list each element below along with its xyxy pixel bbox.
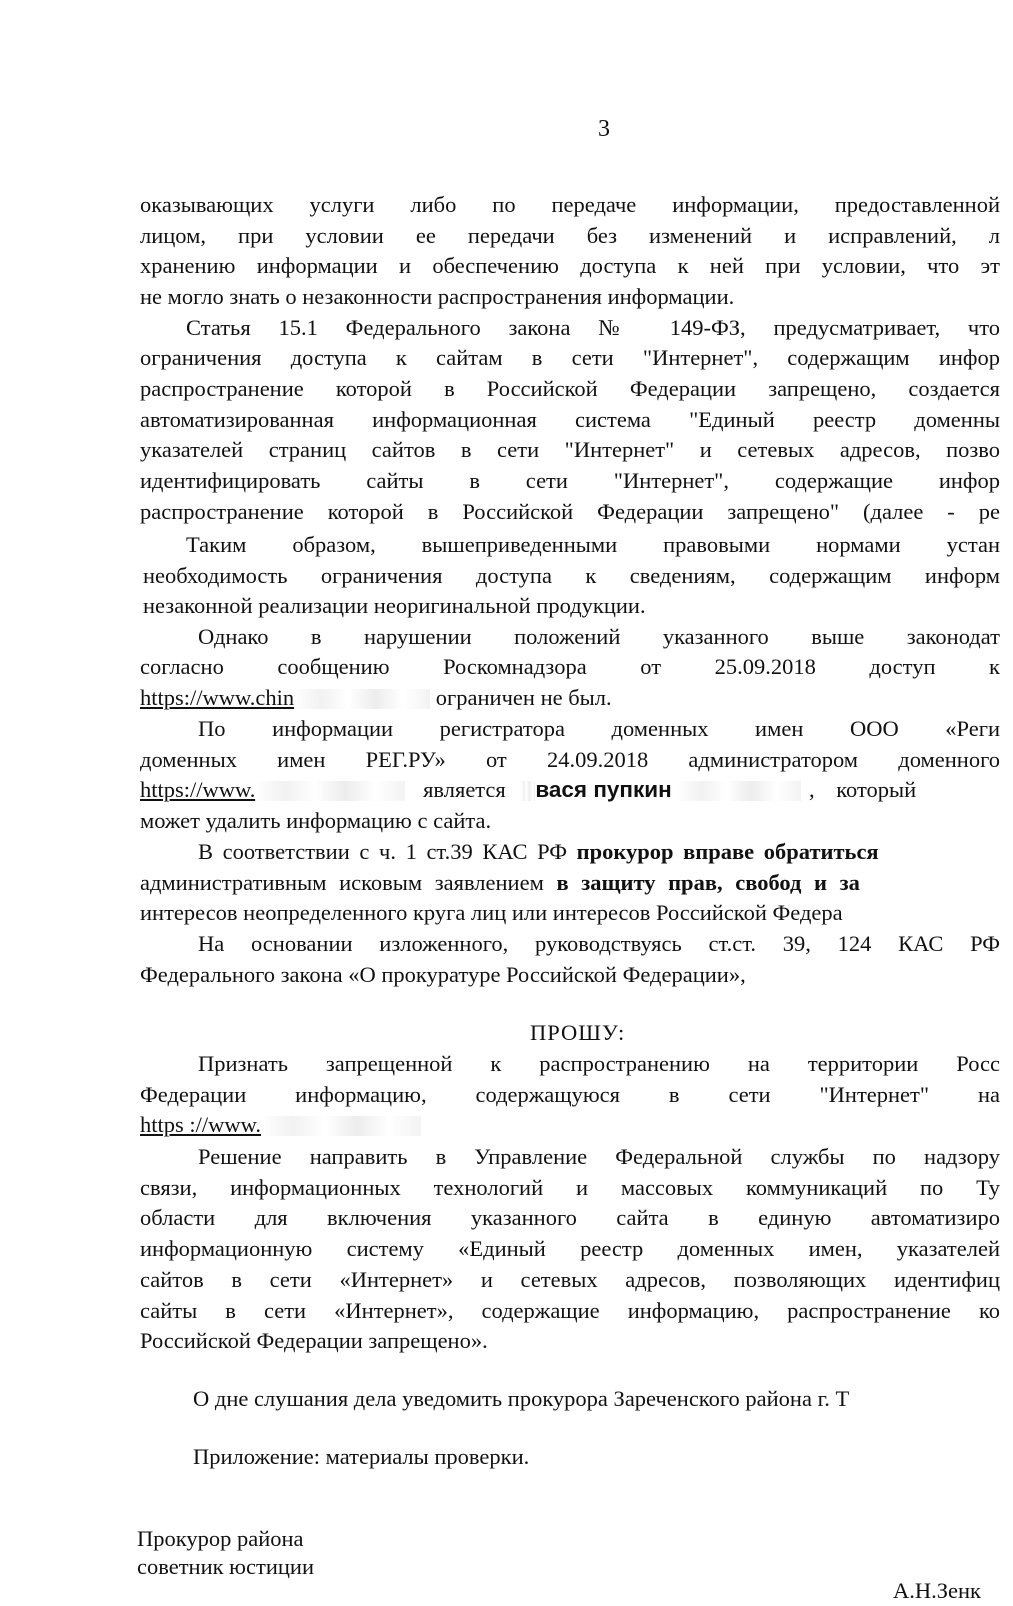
redacted-domain [294,689,430,709]
site-link[interactable]: https://www.chin [140,685,295,710]
text-line: Статья 15.1 Федерального закона № 149-ФЗ, предусматривает, что [186,315,1000,340]
text-line: Однако в нарушении положений указанного выше законодат [198,624,1000,649]
text-fragment: ограничен не был. [435,685,612,710]
text-line: распространение которой в Российской Федерации запрещено" (далее - ре [140,499,1000,524]
redacted-mark [521,781,535,801]
text-line: автоматизированная информационная система "Единый реестр доменны [140,407,1000,432]
text-line: Приложение: материалы проверки. [193,1444,530,1469]
text-line: Признать запрещенной к распространению на территории Росс [198,1051,1000,1076]
site-link[interactable]: https://www. [140,777,256,802]
text-line: ограничения доступа к сайтам в сети "Интернет", содержащим инфор [140,345,1000,370]
text-line: незаконной реализации неоригинальной продукции. [143,593,646,618]
text-line: интересов неопределенного круга лиц или интересов Российской Федера [140,900,843,925]
text-line: информационную систему «Единый реестр доменных имен, указателей [140,1236,1000,1261]
text-line: доменных имен РЕГ.РУ» от 24.09.2018 администратором доменного [140,747,1000,772]
text-line: Российской Федерации запрещено». [140,1328,488,1353]
text-line: может удалить информацию с сайта. [140,808,492,833]
text-line [140,775,1000,805]
text-line: связи, информационных технологий и массовых коммуникаций по Ту [140,1175,1000,1200]
text-line: На основании изложенного, руководствуясь ст.ст. 39, 124 КАС РФ [198,931,1000,956]
text-line: не могло знать о незаконности распространения информации. [140,284,735,309]
text-line: Таким образом, вышеприведенными правовыми нормами устан [186,532,1000,557]
redacted-name-rest [677,781,801,801]
text-line [140,1110,1000,1140]
text-line: хранению информации и обеспечению доступа к ней при условии, что эт [140,253,1000,278]
text-line: распространение которой в Российской Федерации запрещено, создается [140,376,1000,401]
text-line: Федерального закона «О прокуратуре Российской Федерации», [140,962,746,987]
text-line: Решение направить в Управление Федеральной службы по надзору [198,1144,1000,1169]
signer-rank: советник юстиции [137,1554,314,1579]
bold-fragment: в защиту прав, свобод и за [556,870,860,895]
section-heading: ПРОШУ: [530,1020,626,1045]
text-fragment: В соответствии с ч. 1 ст.39 КАС РФ [198,839,577,864]
text-line [140,868,1000,898]
text-line: необходимость ограничения доступа к сведениям, содержащим информ [143,563,1000,588]
text-line: сайты в сети «Интернет», содержащие информацию, распространение ко [140,1298,1000,1323]
text-line [198,837,1000,867]
text-line: области для включения указанного сайта в единую автоматизиро [140,1205,1000,1230]
redacted-domain [255,781,405,801]
text-line: лицом, при условии ее передачи без изменений и исправлений, л [140,223,1000,248]
signer-name: А.Н.Зенк [893,1578,981,1603]
page-number: 3 [598,116,610,142]
site-link[interactable]: https ://www. [140,1112,262,1137]
text-line: согласно сообщению Роскомнадзора от 25.09.2018 доступ к [140,654,1000,679]
text-line [140,683,1000,713]
text-fragment: административным исковым заявлением [140,870,557,895]
signer-position: Прокурор района [137,1526,304,1551]
text-fragment: является [423,777,506,802]
text-line: сайтов в сети «Интернет» и сетевых адресов, позволяющих идентифиц [140,1267,1000,1292]
bold-fragment: прокурор вправе обратиться [576,839,879,864]
text-line: О дне слушания дела уведомить прокурора Зареченского района г. Т [193,1386,850,1411]
text-line: Федерации информацию, содержащуюся в сети "Интернет" на [140,1082,1000,1107]
text-line: указателей страниц сайтов в сети "Интернет" и сетевых адресов, позво [140,437,1000,462]
text-line: По информации регистратора доменных имен ООО «Реги [198,716,1000,741]
administrator-name: вася пупкин [535,777,672,802]
text-line: идентифицировать сайты в сети "Интернет", содержащие инфор [140,468,1000,493]
redacted-domain [261,1116,421,1136]
text-line: оказывающих услуги либо по передаче информации, предоставленной [140,192,1000,217]
text-fragment: , который [808,777,917,802]
